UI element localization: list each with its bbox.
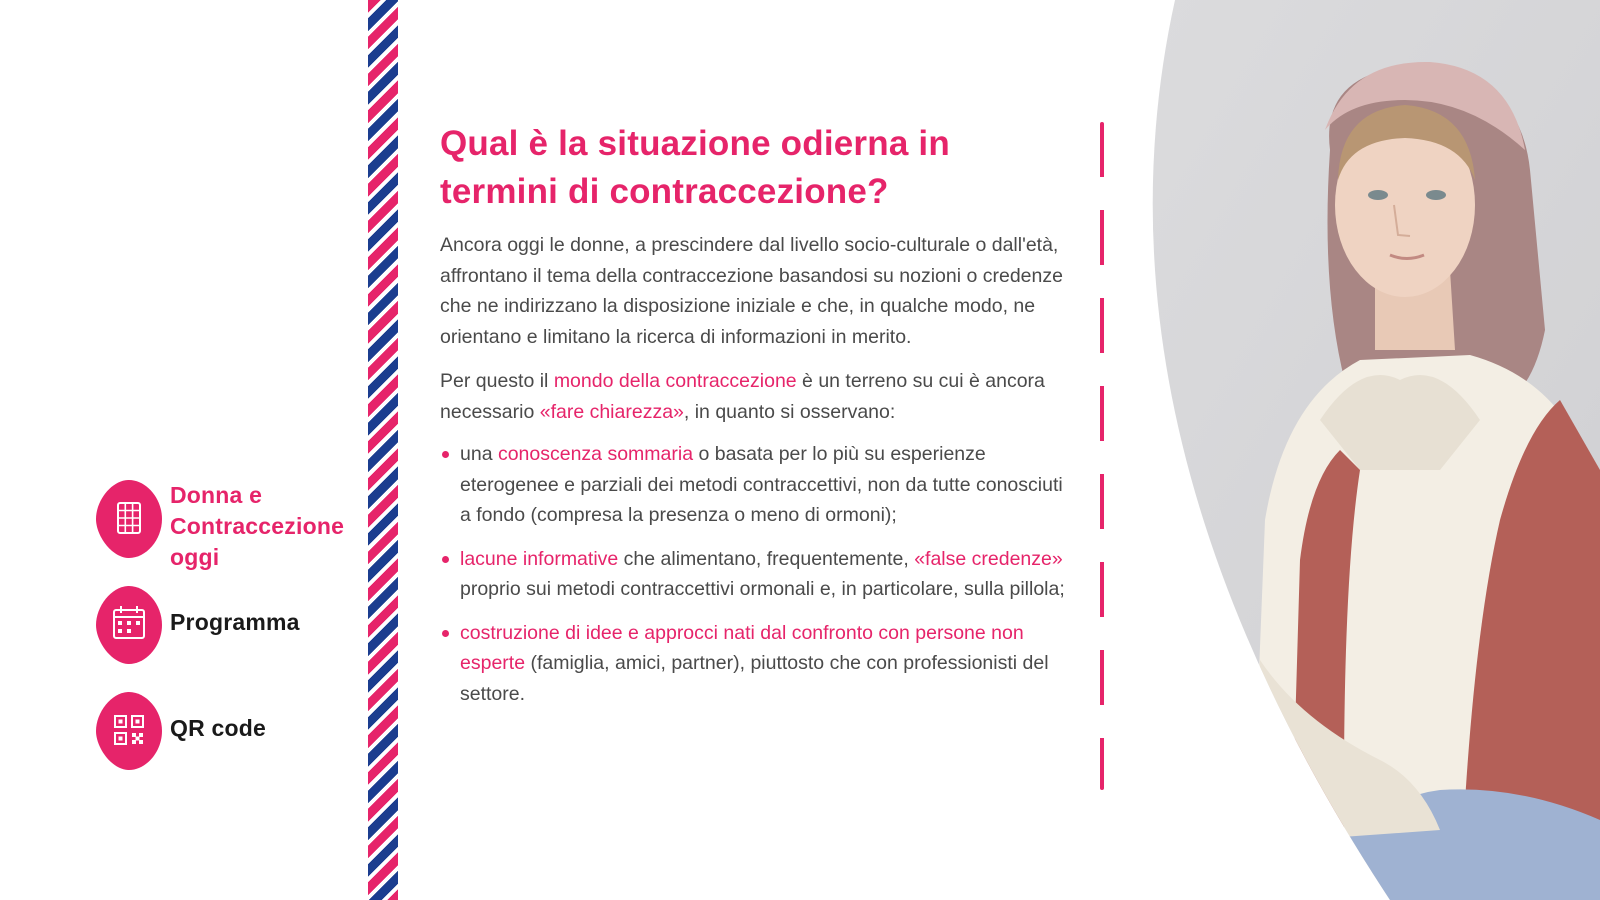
nav-label-programma: Programma [170,609,300,635]
nav-label-donna-contraccezione: Donna e Contraccezione oggi [170,482,345,570]
list-item: costruzione di idee e approcci nati dal confronto con persone non esperte (famiglia, amici, partner), piuttosto che con professionisti del settore. [440,618,1070,710]
list-item: lacune informative che alimentano, frequentemente, «false credenze» proprio sui metodi contraccettivi ormonali e, in particolare, sulla pillola; [440,544,1070,605]
list-item: una conoscenza sommaria o basata per lo più su esperienze eterogenee e parziali dei metodi contraccettivi, non da tutte conosciuti a fondo (compresa la presenza o meno di ormoni); [440,439,1070,531]
nav-label-qr-code: QR code [170,715,266,741]
page-title: Qual è la situazione odierna in termini di contraccezione? [440,124,950,211]
highlight-mondo-contraccezione: mondo della contraccezione [553,370,797,392]
highlight-fare-chiarezza: «fare chiarezza» [539,400,684,423]
observation-paragraph: Per questo il mondo della contraccezione è un terreno su cui è ancora necessario «fare chiarezza», in quanto si osservano: [440,370,1045,423]
intro-paragraph: Ancora oggi le donne, a prescindere dal livello socio-culturale o dall'età, affrontano il tema della contraccezione basandosi su nozioni o credenze che ne indirizzano la disposizione iniziale e che, in qualche modo, ne orientano e limitano la ricerca di informazioni in merito. [440,234,1063,348]
